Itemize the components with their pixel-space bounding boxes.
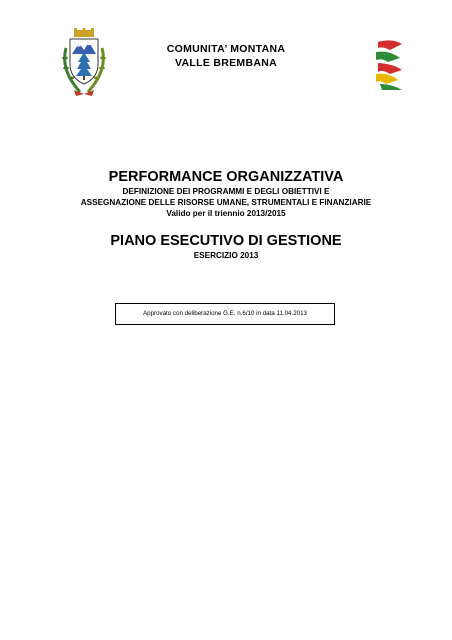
plan-title: PIANO ESECUTIVO DI GESTIONE (110, 233, 342, 249)
approval-box (115, 303, 335, 325)
fiscal-year: ESERCIZIO 2013 (193, 251, 259, 260)
organization-name-line1: COMUNITA’ MONTANA (166, 43, 286, 55)
subtitle-line2: ASSEGNAZIONE DELLE RISORSE UMANE, STRUMENTALI E FINANZIARIE (80, 198, 372, 207)
performance-title: PERFORMANCE ORGANIZZATIVA (108, 169, 344, 185)
validity-line: Valido per il triennio 2013/2015 (166, 209, 286, 218)
approval-text: Approvato con deliberazione G.E. n.6/10 in data 11.04.2013 (143, 310, 307, 317)
community-logo-icon (372, 36, 406, 92)
subtitle-line1: DEFINIZIONE DEI PROGRAMMI E DEGLI OBIETTIVI E (122, 187, 330, 196)
organization-name-line2: VALLE BREMBANA (174, 57, 277, 69)
